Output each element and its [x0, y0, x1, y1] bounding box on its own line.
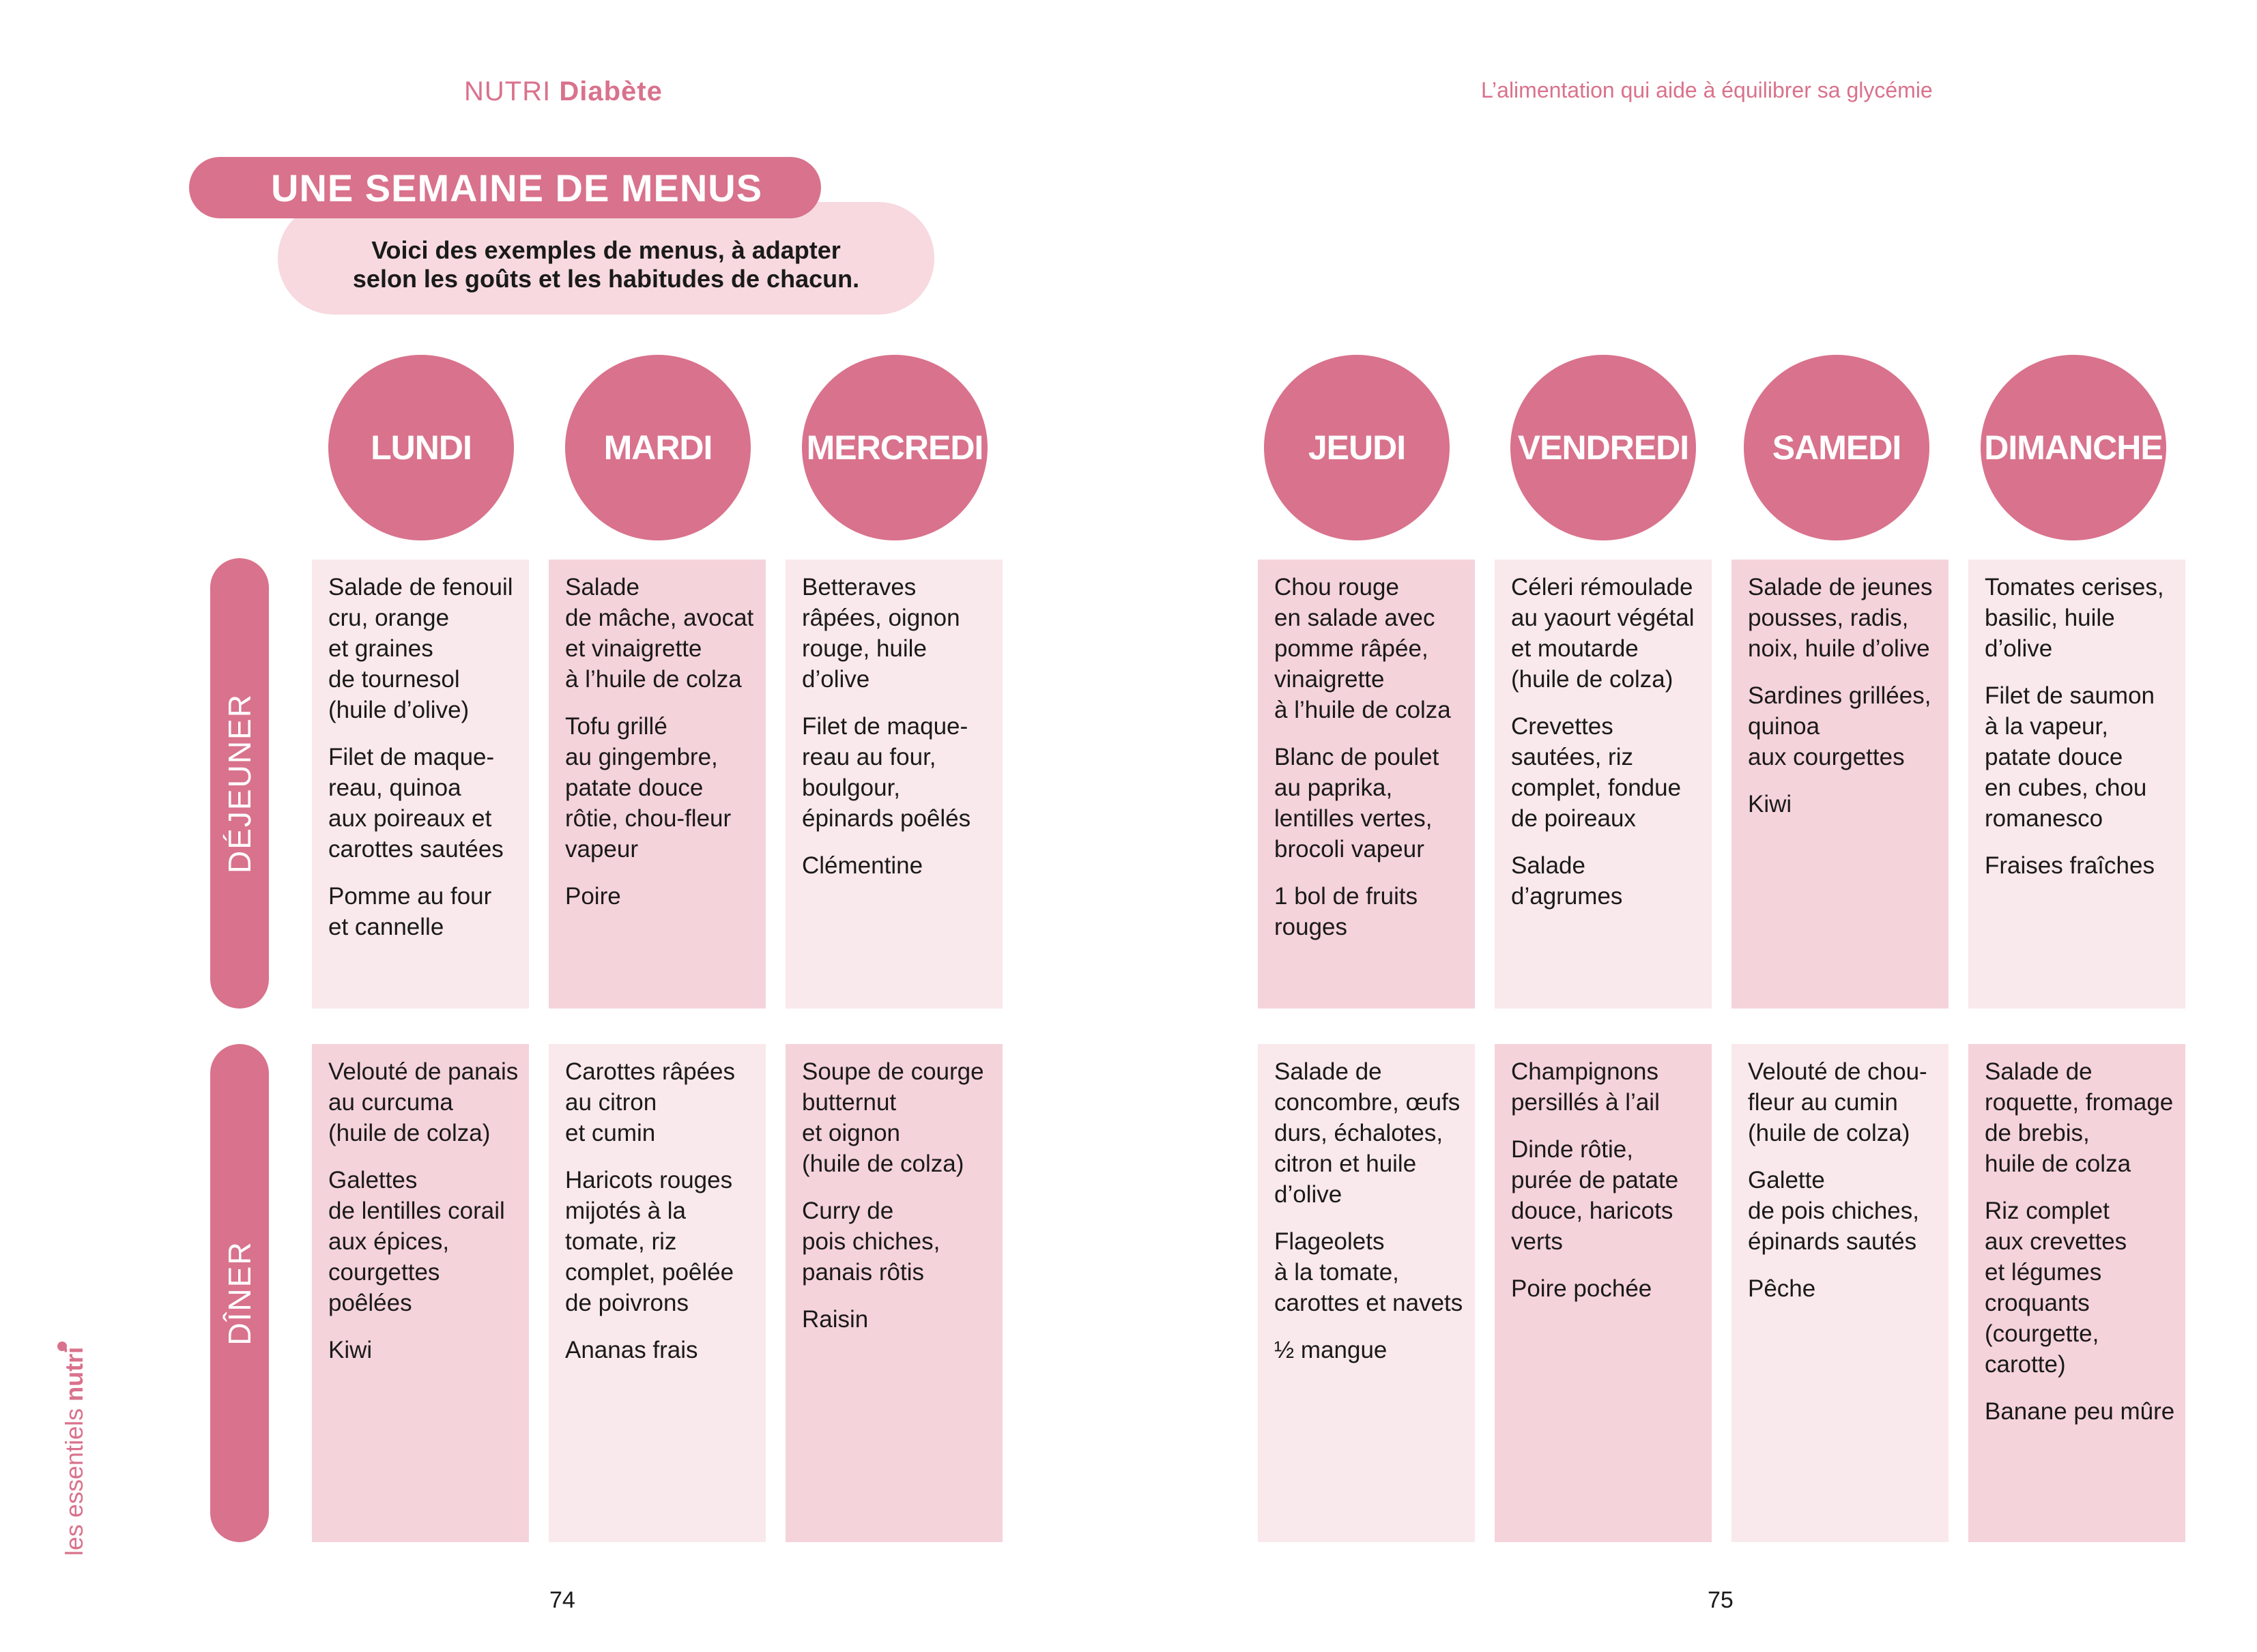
- day-header-lundi: LUNDI: [328, 355, 514, 540]
- dinner-cell-mardi: [549, 1044, 766, 1542]
- menu-item: Soupe de courge butternut et oignon (huile de colza): [802, 1058, 984, 1177]
- menu-item: Clémentine: [802, 852, 923, 879]
- dinner-cell-mercredi: [786, 1044, 1003, 1542]
- dinner-cell-dimanche: [1968, 1044, 2185, 1542]
- page-number-left: 74: [549, 1587, 575, 1613]
- dinner-label: DÎNER: [222, 1241, 257, 1346]
- lunch-cell-dimanche: [1968, 560, 2185, 1009]
- brand-prefix: les essentiels: [60, 1408, 88, 1556]
- brand-logo: [60, 1347, 89, 1556]
- book-subtitle: L’alimentation qui aide à équilibrer sa glycémie: [1481, 78, 1933, 102]
- dinner-cell-jeudi: [1258, 1044, 1475, 1542]
- intro-text-box: [278, 202, 934, 315]
- menu-item: Betteraves râpées, oignon rouge, huile d’olive: [802, 574, 960, 693]
- menu-item: Blanc de poulet au paprika, lentilles vertes, brocoli vapeur: [1274, 744, 1439, 863]
- menu-item: Céleri rémoulade au yaourt végétal et moutarde (huile de colza): [1511, 574, 1695, 693]
- day-header-samedi: SAMEDI: [1744, 355, 1929, 540]
- menu-item: Tomates cerises, basilic, huile d’olive: [1985, 574, 2164, 662]
- menu-item: ½ mangue: [1274, 1337, 1388, 1363]
- menu-item: Champignons persillés à l’ail: [1511, 1058, 1660, 1116]
- menu-item: Sardines grillées, quinoa aux courgettes: [1748, 682, 1931, 770]
- menu-item: Riz complet aux crevettes et légumes croquants (courgette, carotte): [1985, 1198, 2127, 1378]
- menu-item: Velouté de panais au curcuma (huile de colza): [328, 1058, 519, 1146]
- menu-item: Haricots rouges mijotés à la tomate, riz complet, poêlée de poivrons: [565, 1167, 734, 1316]
- lunch-cell-lundi: [312, 560, 529, 1009]
- menu-item: Chou rouge en salade avec pomme râpée, vinaigrette à l’huile de colza: [1274, 574, 1451, 723]
- menu-item: Salade de roquette, fromage de brebis, huile de colza: [1985, 1058, 2174, 1177]
- menu-item: Filet de maque- reau, quinoa aux poireaux et carottes sautées: [328, 744, 504, 863]
- menu-item: Kiwi: [328, 1337, 373, 1363]
- day-header-mardi: MARDI: [565, 355, 751, 540]
- menu-item: Flageolets à la tomate, carottes et navets: [1274, 1228, 1463, 1316]
- dinner-cell-vendredi: [1495, 1044, 1712, 1542]
- menu-item: Galettes de lentilles corail aux épices, courgettes poêlées: [328, 1167, 505, 1316]
- menu-item: Pomme au four et cannelle: [328, 883, 492, 940]
- menu-item: Pêche: [1748, 1275, 1816, 1302]
- menu-item: Fraises fraîches: [1985, 852, 2155, 879]
- menu-item: Carottes râpées au citron et cumin: [565, 1058, 736, 1146]
- menu-item: Raisin: [802, 1306, 869, 1333]
- day-header-mercredi: MERCREDI: [802, 355, 988, 540]
- book-title: [464, 76, 663, 107]
- lunch-label-pill: [210, 558, 269, 1009]
- menu-item: 1 bol de fruits rouges: [1274, 883, 1418, 940]
- section-title: UNE SEMAINE DE MENUS: [189, 157, 821, 218]
- menu-item: Filet de saumon à la vapeur, patate douce en cubes, chou romanesco: [1985, 682, 2155, 832]
- lunch-cell-samedi: [1731, 560, 1949, 1009]
- menu-item: Poire: [565, 883, 621, 910]
- menu-item: Tofu grillé au gingembre, patate douce rôtie, chou-fleur vapeur: [565, 713, 732, 863]
- day-header-dimanche: DIMANCHE: [1981, 355, 2166, 540]
- dinner-cell-lundi: [312, 1044, 529, 1542]
- menu-item: Crevettes sautées, riz complet, fondue de poireaux: [1511, 713, 1682, 832]
- menu-item: Salade de concombre, œufs durs, échalotes, citron et huile d’olive: [1274, 1058, 1461, 1208]
- menu-item: Banane peu mûre: [1985, 1398, 2175, 1425]
- menu-item: Ananas frais: [565, 1337, 698, 1363]
- menu-item: Curry de pois chiches, panais rôtis: [802, 1198, 940, 1286]
- lunch-cell-mardi: [549, 560, 766, 1009]
- menu-item: Salade d’agrumes: [1511, 852, 1623, 910]
- menu-item: Dinde rôtie, purée de patate douce, haricots verts: [1511, 1136, 1679, 1255]
- menu-item: Filet de maque- reau au four, boulgour, épinards poêlés: [802, 713, 971, 832]
- lunch-label: DÉJEUNER: [222, 693, 257, 873]
- menu-item: Velouté de chou- fleur au cumin (huile de colza): [1748, 1058, 1927, 1146]
- menu-item: Kiwi: [1748, 791, 1792, 817]
- menu-item: Salade de mâche, avocat et vinaigrette à l’huile de colza: [565, 574, 754, 693]
- day-header-jeudi: JEUDI: [1264, 355, 1450, 540]
- dinner-cell-samedi: [1731, 1044, 1949, 1542]
- menu-item: Poire pochée: [1511, 1275, 1652, 1302]
- day-header-vendredi: VENDREDI: [1510, 355, 1696, 540]
- lunch-cell-vendredi: [1495, 560, 1712, 1009]
- menu-item: Galette de pois chiches, épinards sautés: [1748, 1167, 1919, 1255]
- intro-text: Voici des exemples de menus, à adapter selon les goûts et les habitudes de chacun.: [352, 235, 860, 293]
- lunch-cell-jeudi: [1258, 560, 1475, 1009]
- menu-item: Salade de jeunes pousses, radis, noix, huile d’olive: [1748, 574, 1933, 662]
- brand-main: nutri: [60, 1346, 88, 1402]
- dinner-label-pill: [210, 1044, 269, 1542]
- menu-item: Salade de fenouil cru, orange et graines de tournesol (huile d’olive): [328, 574, 513, 723]
- page-number-right: 75: [1708, 1587, 1734, 1613]
- book-title-main: Diabète: [559, 76, 663, 106]
- lunch-cell-mercredi: [786, 560, 1003, 1009]
- book-title-prefix: NUTRI: [464, 76, 551, 106]
